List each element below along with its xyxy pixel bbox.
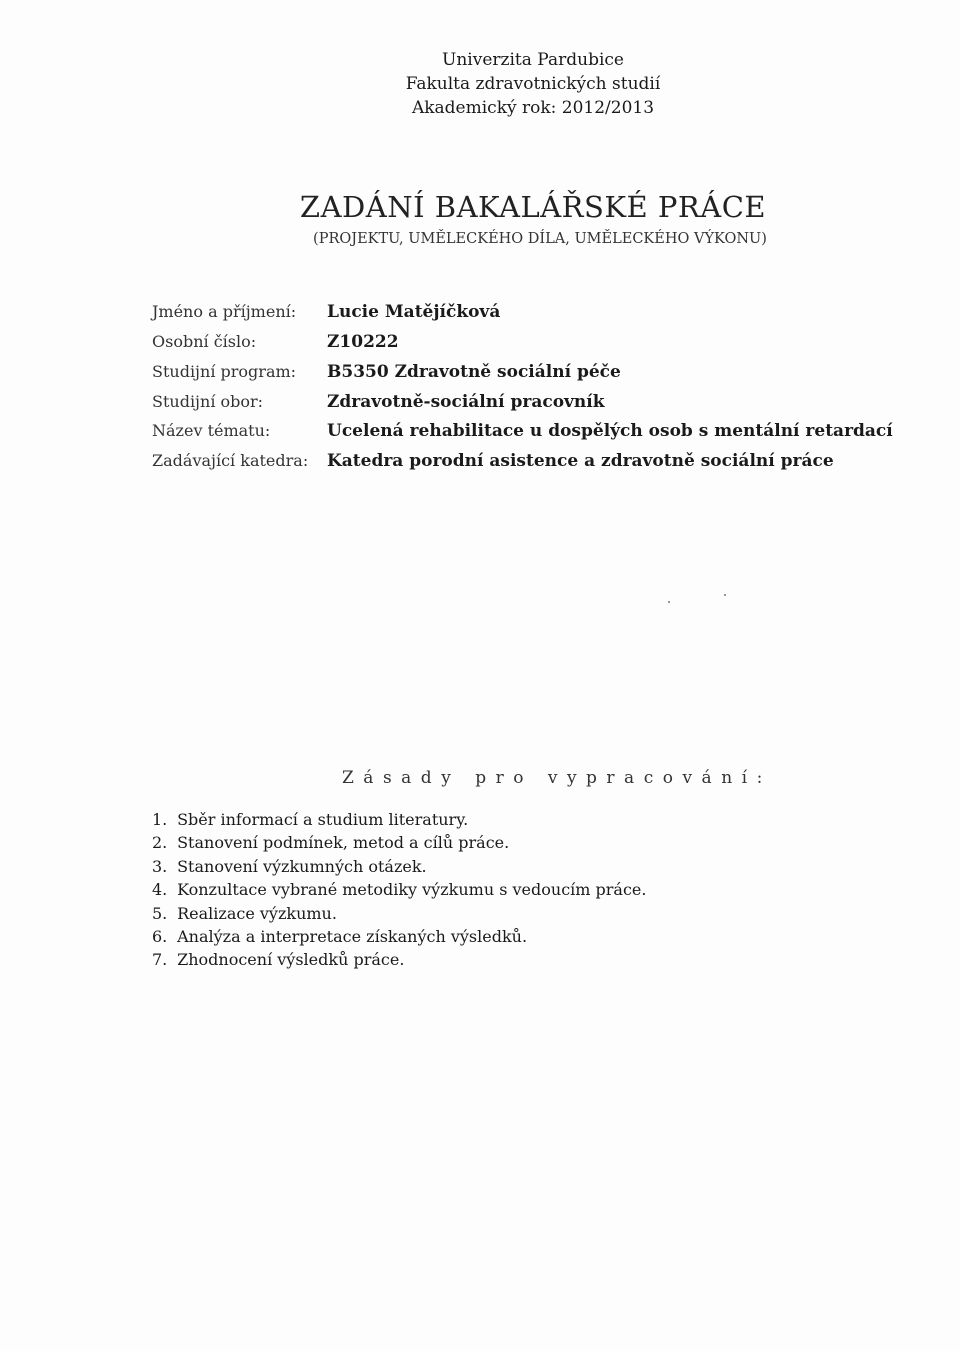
field-label: Zadávající katedra: [152, 451, 309, 470]
university-name: Univerzita Pardubice [442, 50, 624, 70]
field-row-study-field [152, 392, 932, 422]
scan-speck [668, 601, 670, 603]
field-label: Název tématu: [152, 421, 271, 440]
principles-list [152, 808, 646, 972]
field-label: Studijní program: [152, 362, 297, 381]
field-value: Lucie Matějíčková [327, 302, 501, 322]
faculty-name: Fakulta zdravotnických studií [405, 74, 661, 94]
field-value: Z10222 [327, 332, 399, 352]
field-value: Katedra porodní asistence a zdravotně sociální práce [327, 451, 834, 471]
list-item: 2. Stanovení podmínek, metod a cílů práce. [152, 833, 510, 853]
document-subtitle: (PROJEKTU, UMĚLECKÉHO DÍLA, UMĚLECKÉHO VÝKONU) [313, 231, 767, 247]
field-label: Studijní obor: [152, 392, 264, 411]
document-title: ZADÁNÍ BAKALÁŘSKÉ PRÁCE [299, 190, 767, 224]
field-row-topic [152, 421, 932, 451]
field-row-study-program [152, 362, 932, 392]
field-value: B5350 Zdravotně sociální péče [327, 362, 621, 382]
field-value: Ucelená rehabilitace u dospělých osob s mentální retardací [327, 421, 893, 441]
list-item: 7. Zhodnocení výsledků práce. [152, 950, 405, 970]
list-item: 1. Sběr informací a studium literatury. [152, 810, 469, 829]
academic-year: Akademický rok: 2012/2013 [411, 98, 655, 118]
field-value: Zdravotně-sociální pracovník [327, 392, 605, 412]
list-item: 4. Konzultace vybrané metodiky výzkumu s vedoucím práce. [152, 880, 647, 900]
field-label: Jméno a příjmení: [152, 302, 297, 321]
field-row-personal-number [152, 332, 932, 362]
principles-heading: Zásady pro vypracování: [342, 768, 772, 788]
field-label: Osobní číslo: [152, 332, 257, 351]
scan-speck [724, 594, 726, 596]
list-item: 6. Analýza a interpretace získaných výsledků. [152, 926, 528, 946]
list-item: 5. Realizace výzkumu. [152, 903, 337, 923]
field-row-department [152, 451, 932, 481]
field-row-name [152, 302, 932, 332]
list-item: 3. Stanovení výzkumných otázek. [152, 856, 427, 876]
